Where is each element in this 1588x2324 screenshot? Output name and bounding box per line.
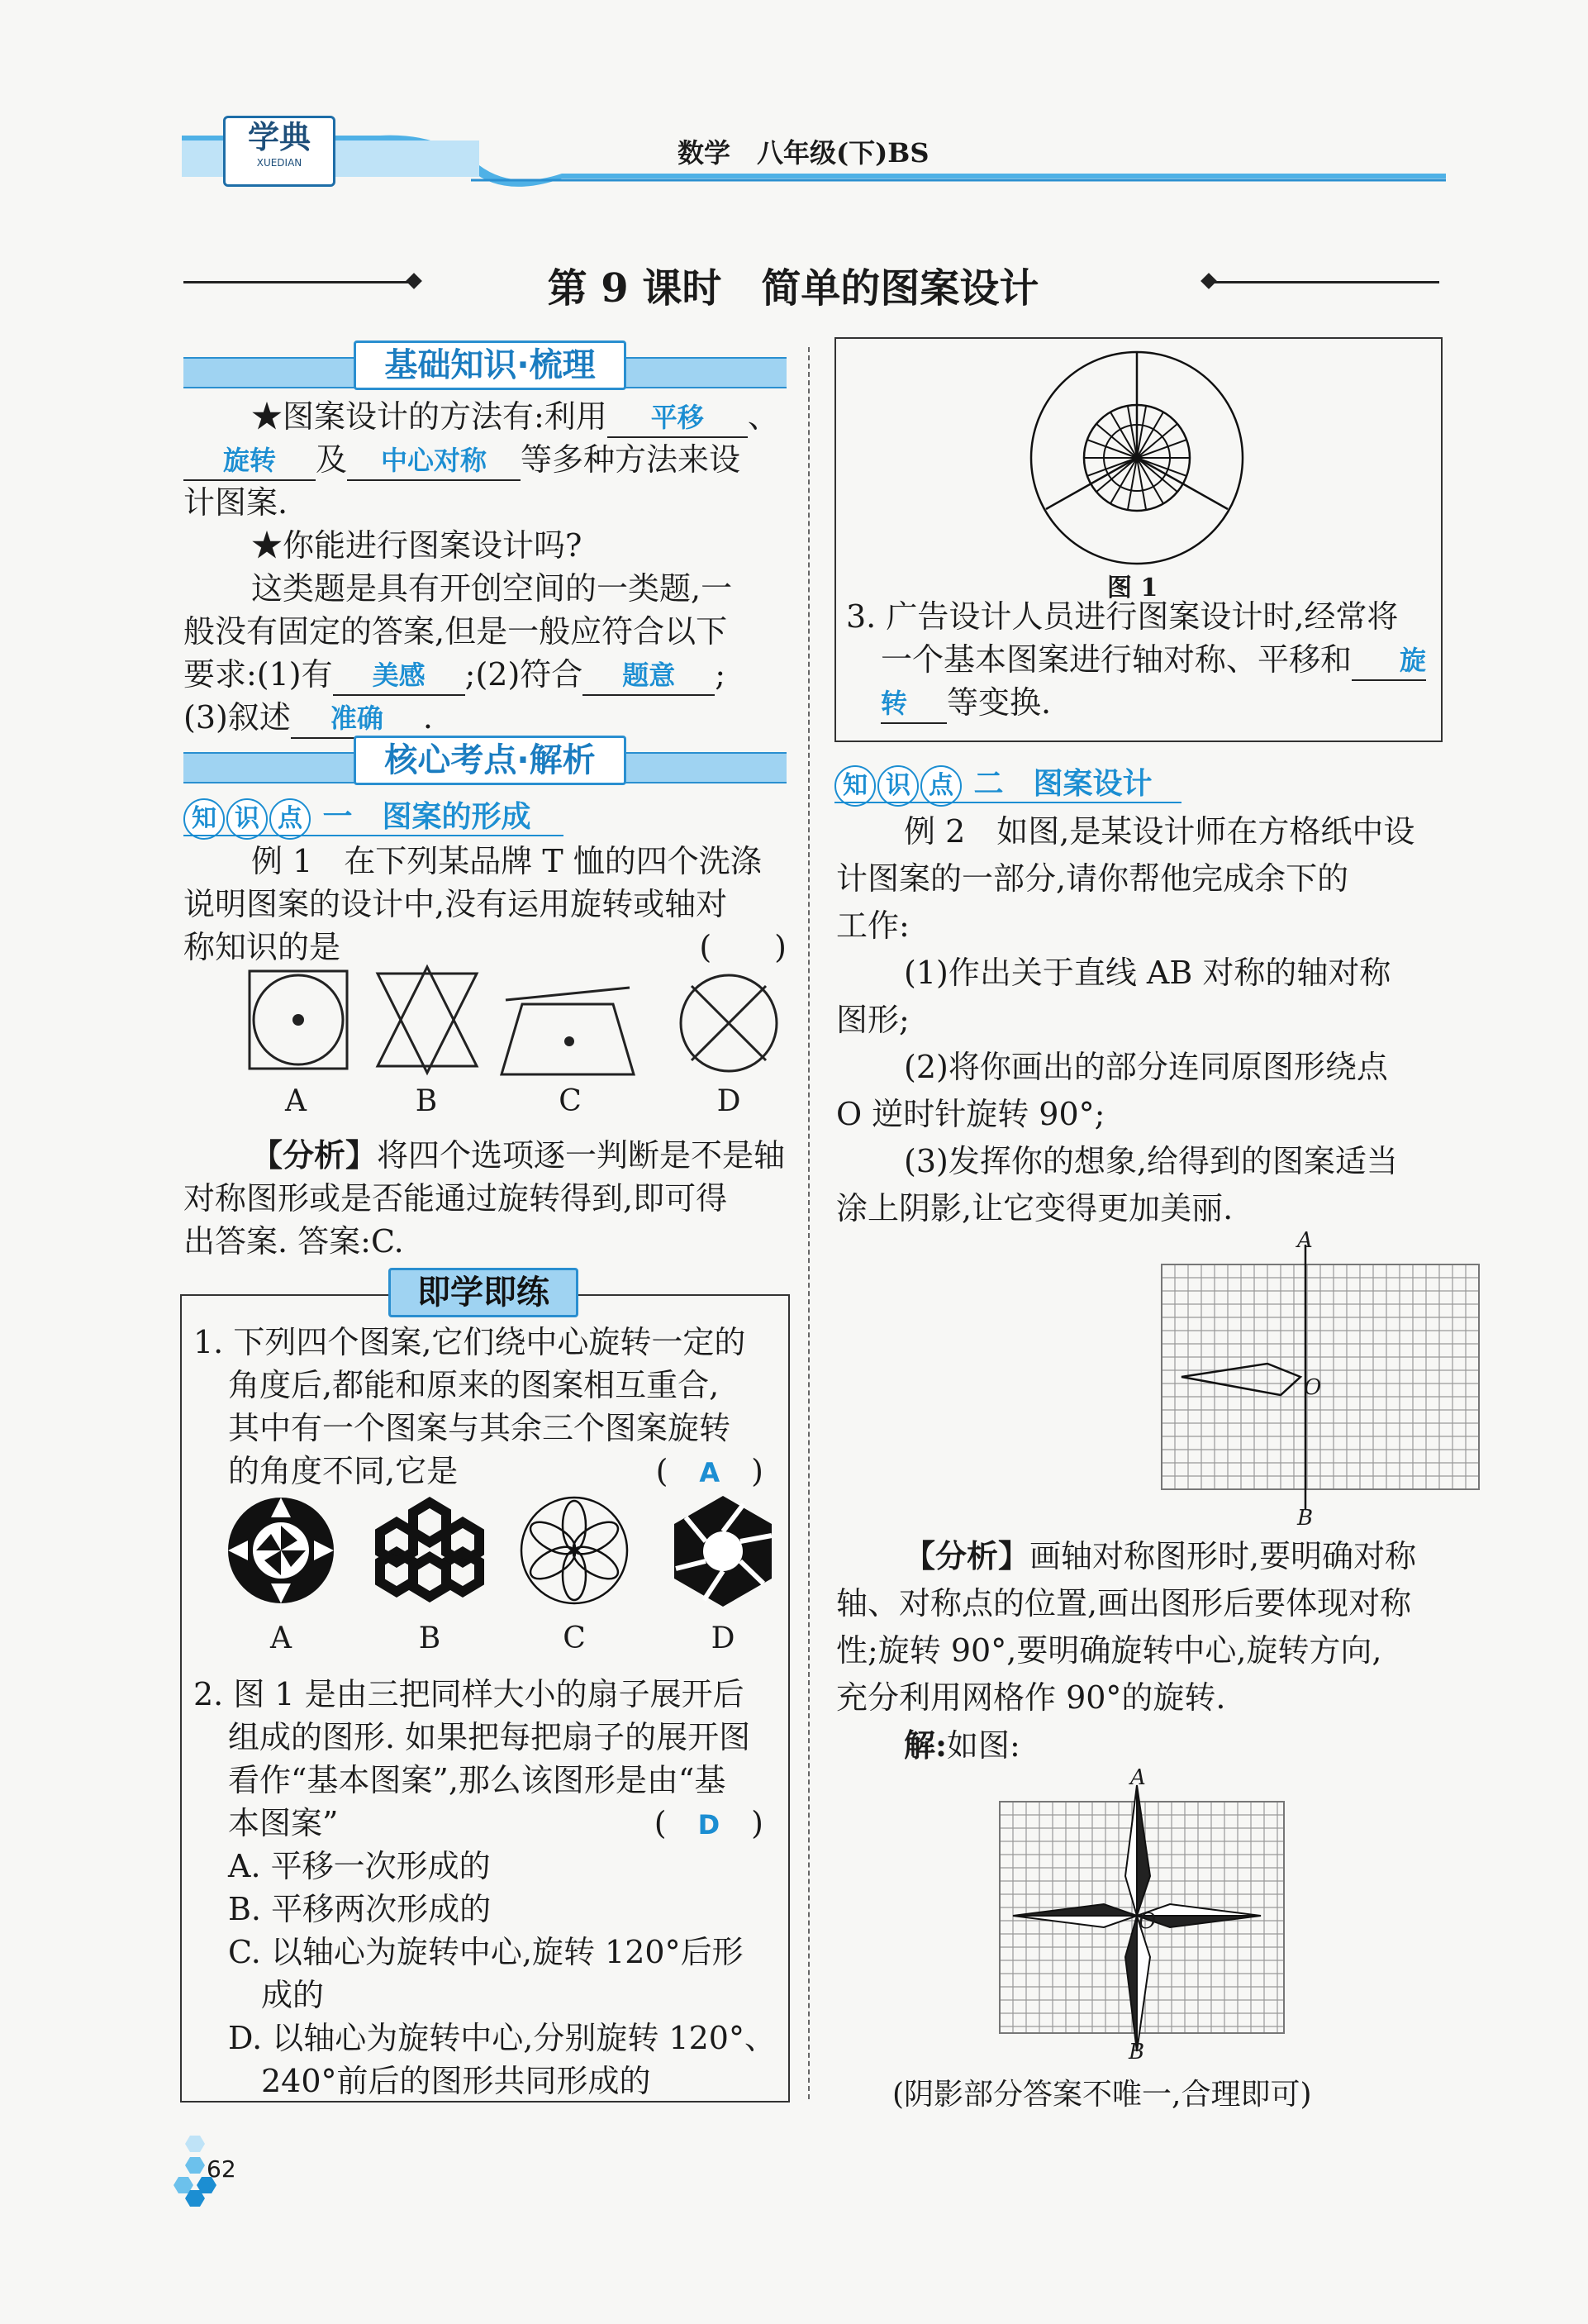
q1-fig-d [674, 1496, 772, 1607]
q1-opt-a: A [270, 1622, 292, 1655]
kp2-char-3: 点 [920, 765, 962, 807]
q3-b: 一个基本图案进行轴对称、平移和 [881, 641, 1353, 678]
ex1-analysis-b: 对称图形或是否能通过旋转得到,即可得 [183, 1180, 728, 1217]
example1 [183, 840, 795, 969]
knowledge-point-1 [183, 793, 531, 840]
solution-note: (阴影部分答案不唯一,合理即可) [892, 2078, 1312, 2112]
blank-accurate: 准确 [291, 699, 423, 739]
grid2-label-o: O [1139, 1909, 1157, 1934]
practice-q3 [846, 595, 1434, 724]
title-diamond-left [406, 273, 422, 289]
ex1-fig-c [502, 988, 634, 1074]
q1-b: 角度后,都能和原来的图案相互重合, [228, 1367, 720, 1403]
ex1-analysis-a: 将四个选项逐一判断是不是轴 [377, 1137, 786, 1174]
grid1-label-a: A [1297, 1228, 1313, 1253]
q1-figures [198, 1493, 793, 1608]
s1-p3d2: . [422, 699, 433, 736]
ex1-a: 例 1 在下列某品牌 T 恤的四个洗涤 [251, 843, 762, 879]
q2-answer: D [697, 1809, 720, 1841]
column-divider [808, 347, 810, 2099]
ex1-opt-d: D [716, 1084, 741, 1118]
ex2-analysis-d: 充分利用网格作 90°的旋转. [836, 1679, 1226, 1716]
s1-p3c1: 要求:(1)有 [183, 656, 333, 693]
q3-a: 3. 广告设计人员进行图案设计时,经常将 [846, 598, 1399, 635]
q2-opt-b: B. 平移两次形成的 [228, 1891, 492, 1927]
example2 [836, 808, 1439, 1232]
q1-c: 其中有一个图案与其余三个图案旋转 [228, 1410, 731, 1446]
q2-opt-c1: C. 以轴心为旋转中心,旋转 120°后形 [228, 1934, 744, 1970]
q3-blank-1: 旋 [1352, 641, 1426, 681]
ex1-c: 称知识的是 [183, 929, 341, 965]
ex1-fig-b [378, 967, 477, 1073]
ex2-b: 计图案的一部分,请你帮他完成余下的 [836, 860, 1349, 897]
section1-title: 基础知识·梳理 [354, 341, 626, 390]
ex1-paren: ( ) [699, 929, 787, 965]
q1-fig-a [228, 1498, 334, 1603]
s1-p3d1: (3)叙述 [183, 699, 291, 736]
q2-opt-c2: 成的 [261, 1977, 325, 2013]
ex2-analysis-b: 轴、对称点的位置,画出图形后要体现对称 [836, 1585, 1412, 1622]
s1-p3b: 般没有固定的答案,但是一般应符合以下 [183, 613, 728, 650]
logo-box [223, 116, 335, 187]
s1-p1d: 等多种方法来设 [521, 441, 741, 478]
q1-opt-c: C [563, 1622, 586, 1655]
header-subject: 数学 八年级(下)BS [678, 137, 930, 169]
lesson-title: 第 9 课时 简单的图案设计 [547, 265, 1039, 312]
q1-opt-d: D [711, 1622, 735, 1655]
page-number: 62 [207, 2155, 236, 2183]
kp2-underline [834, 802, 1181, 803]
ex2-analysis [836, 1532, 1439, 1769]
s1-p3a: 这类题是具有开创空间的一类题,一 [251, 570, 733, 607]
grid1-label-b: B [1297, 1506, 1314, 1531]
q1-d: 的角度不同,它是 [228, 1453, 459, 1489]
practice-q1: 1. 下列四个图案,它们绕中心旋转一定的 角度后,都能和原来的图案相互重合, 其中有一个图案与其余三个图案旋转 的角度不同,它是 ( A ) [193, 1321, 780, 1493]
q3-c: 等变换. [947, 684, 1052, 721]
figure-1-fans [1013, 350, 1261, 582]
fig1-caption: 图 1 [1107, 574, 1158, 602]
q1-fig-c [521, 1498, 627, 1603]
s1-p1a: ★图案设计的方法有:利用 [251, 398, 607, 435]
blank-topic: 题意 [582, 656, 715, 696]
ex2-2b: O 逆时针旋转 90°; [836, 1096, 1105, 1132]
ex2-analysis-c: 性;旋转 90°,要明确旋转中心,旋转方向, [836, 1632, 1382, 1669]
q3-blank-2: 转 [881, 684, 947, 724]
q2-a: 2. 图 1 是由三把同样大小的扇子展开后 [193, 1676, 744, 1712]
practice-q2: 2. 图 1 是由三把同样大小的扇子展开后 组成的图形. 如果把每把扇子的展开图 看作“基本图案”,那么该图形是由“基 本图案” ( D ) A. 平移一次形成的 B. 平移两次形成的 C. 以轴心为旋转中心,旋转 120°后形 成的 D. 以轴心为旋转中心,分别旋转 120°、 240°前后的图形共同形成的 [193, 1673, 780, 2103]
ex1-opt-b: B [415, 1084, 438, 1118]
q1-fig-b [380, 1503, 479, 1597]
blank-central-symmetry: 中心对称 [347, 441, 521, 481]
ex1-b: 说明图案的设计中,没有运用旋转或轴对 [183, 886, 728, 922]
section1-body [183, 395, 795, 739]
ex1-analysis-tag: 【分析】 [251, 1136, 378, 1174]
knowledge-point-2 [834, 760, 1153, 807]
q2-opt-d2: 240°前后的图形共同形成的 [261, 2063, 651, 2099]
ex2-3b: 涂上阴影,让它变得更加美丽. [836, 1190, 1234, 1226]
ex1-analysis [183, 1134, 795, 1263]
blank-beauty: 美感 [333, 656, 465, 696]
ex2-1a: (1)作出关于直线 AB 对称的轴对称 [904, 955, 1391, 991]
ex1-fig-a [250, 971, 347, 1069]
q1-a: 1. 下列四个图案,它们绕中心旋转一定的 [193, 1324, 746, 1360]
ex1-analysis-c: 出答案. 答案:C. [183, 1223, 404, 1260]
section2-title: 核心考点·解析 [354, 736, 626, 785]
grid2-label-a: A [1130, 1765, 1146, 1790]
ex2-c: 工作: [836, 907, 910, 944]
blank-translation: 平移 [607, 398, 748, 438]
s1-p3c3: ; [715, 656, 726, 693]
kp2-char-1: 知 [834, 765, 876, 807]
logo-cn: 学典 [247, 118, 311, 155]
kp2-char-2: 识 [877, 765, 919, 807]
ex1-opt-c: C [559, 1084, 582, 1118]
ex2-3a: (3)发挥你的想象,给得到的图案适当 [904, 1143, 1398, 1179]
grid-figure-problem [1148, 1231, 1495, 1521]
kp1-underline [183, 835, 563, 836]
practice-title: 即学即练 [388, 1268, 578, 1317]
s1-p1c: 及 [316, 441, 348, 478]
s1-p2: ★你能进行图案设计吗? [251, 527, 582, 564]
ex2-1b: 图形; [836, 1002, 910, 1038]
logo-en: XUEDIAN [256, 157, 302, 169]
ex2-analysis-tag: 【分析】 [904, 1537, 1030, 1574]
grid1-label-o: O [1304, 1375, 1322, 1400]
s1-p1e: 计图案. [183, 484, 288, 521]
title-rule-right [1206, 281, 1439, 283]
q1-opt-b: B [418, 1622, 441, 1655]
s1-p3c2: ;(2)符合 [464, 656, 583, 693]
kp2-label: 二 图案设计 [973, 767, 1153, 801]
grid2-label-b: B [1129, 2040, 1145, 2064]
kp1-char-1: 知 [183, 798, 225, 840]
q1-answer: A [699, 1457, 720, 1488]
q2-b: 组成的图形. 如果把每把扇子的展开图 [228, 1719, 751, 1755]
q2-opt-d1: D. 以轴心为旋转中心,分别旋转 120°、 [228, 2020, 776, 2056]
q2-c: 看作“基本图案”,那么该图形是由“基 [228, 1762, 726, 1798]
ex1-figures [183, 959, 811, 1083]
ex2-a: 例 2 如图,是某设计师在方格纸中设 [904, 813, 1415, 850]
ex2-2a: (2)将你画出的部分连同原图形绕点 [904, 1049, 1388, 1085]
ex1-fig-d [681, 975, 777, 1071]
title-rule-left [183, 281, 415, 283]
solution-text: 如图: [947, 1727, 1020, 1764]
s1-p1b: 、 [747, 398, 779, 435]
kp1-label: 一 图案的形成 [322, 800, 531, 834]
q2-opt-a: A. 平移一次形成的 [228, 1848, 491, 1884]
q2-d: 本图案” [228, 1805, 339, 1841]
solution-tag: 解: [904, 1726, 948, 1764]
kp1-char-3: 点 [269, 798, 311, 840]
ex2-analysis-a: 画轴对称图形时,要明确对称 [1029, 1538, 1417, 1574]
blank-rotation: 旋转 [183, 441, 316, 481]
kp1-char-2: 识 [226, 798, 268, 840]
ex1-opt-a: A [285, 1084, 307, 1118]
